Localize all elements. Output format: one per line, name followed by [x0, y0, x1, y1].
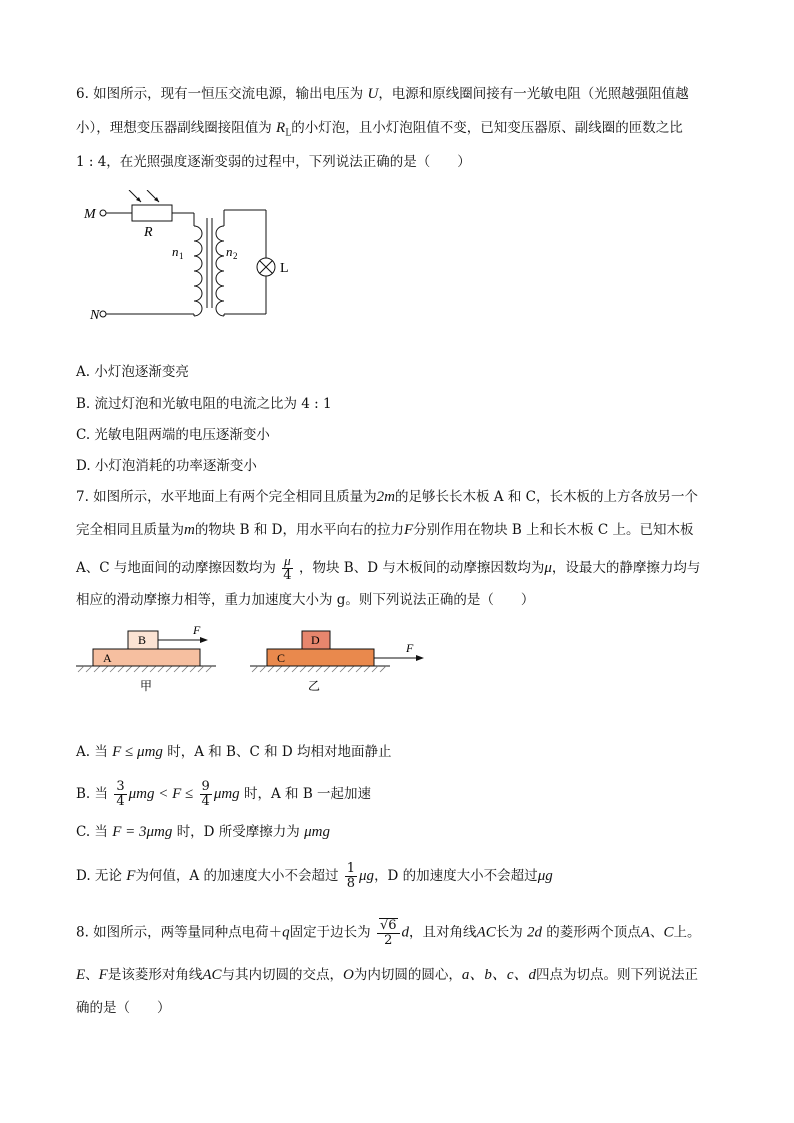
terminal-M-label: M — [84, 207, 96, 222]
q6-line-1: 6. 如图所示，现有一恒压交流电源，输出电压为 U，电源和原线圈间接有一光敏电阻（光照越强阻值越 — [76, 86, 689, 102]
svg-text:n: n — [172, 244, 179, 259]
resistor-R-label: R — [144, 225, 153, 240]
primary-coil — [194, 226, 202, 316]
svg-text:乙: 乙 — [308, 679, 321, 693]
q7-line-4: 相应的滑动摩擦力相等，重力加速度大小为 g。则下列说法正确的是（ ） — [76, 592, 535, 608]
svg-text:A: A — [103, 651, 112, 665]
q8-line-1: 8. 如图所示，两等量同种点电荷＋q固定于边长为 $\frac{√6}{2}$ d，且对角线AC长为 2d 的菱形两个顶点A、C上。 — [76, 918, 701, 948]
svg-text:D: D — [311, 633, 320, 647]
svg-text:C: C — [277, 651, 286, 665]
q6-line-2: 小），理想变压器副线圈接阻值为 $R_L$的小灯泡，且小灯泡阻值不变，已知变压器原、副线圈的匝数之比 — [76, 120, 683, 139]
q7-option-B: B. 当 $\frac{3}{4}$ μmg < F ≤ $\frac{9}{4}$ μmg 时，A 和 B 一起加速 — [76, 779, 372, 809]
q6-line-3: 1 : 4，在光照强度逐渐变弱的过程中，下列说法正确的是（ ） — [76, 154, 471, 170]
lamp-L-label: L — [280, 261, 289, 276]
svg-text:甲: 甲 — [140, 679, 153, 693]
q8-line-3: 确的是（ ） — [76, 1000, 171, 1016]
q8-line-2: E、F是该菱形对角线AC与其内切圆的交点，O为内切圆的圆心，a、b、c、d四点为切点。则下列说法正 — [76, 967, 699, 983]
q7-blocks-figure — [76, 622, 436, 698]
q7-line-3: A、C 与地面间的动摩擦因数均为 $\frac{\mu}{4}$ ，物块 B、D 与木板间的动摩擦因数均为μ，设最大的静摩擦力均与 — [76, 553, 701, 583]
photoresistor-R — [132, 205, 172, 221]
q7-option-A: A. 当 F ≤ μmg 时，A 和 B、C 和 D 均相对地面静止 — [76, 744, 392, 760]
q6-circuit-figure — [76, 190, 316, 330]
q6-option-C: C. 光敏电阻两端的电压逐渐变小 — [76, 427, 270, 443]
q6-option-D: D. 小灯泡消耗的功率逐渐变小 — [76, 458, 257, 474]
terminal-M — [100, 210, 106, 216]
secondary-coil — [216, 226, 224, 316]
terminal-N-label: N — [90, 308, 100, 323]
terminal-N — [100, 311, 106, 317]
q6-option-A: A. 小灯泡逐渐变亮 — [76, 364, 189, 380]
svg-text:2: 2 — [233, 251, 238, 261]
q7-option-C: C. 当 F = 3μmg 时，D 所受摩擦力为 μmg — [76, 824, 330, 840]
svg-text:n: n — [226, 244, 233, 259]
q7-line-2: 完全相同且质量为m的物块 B 和 D，用水平向右的拉力F分别作用在物块 B 上和长木板 C 上。已知木板 — [76, 522, 694, 538]
svg-text:1: 1 — [179, 251, 184, 261]
q7-option-D: D. 无论 F为何值，A 的加速度大小不会超过 $\frac{1}{8}$ μg，D 的加速度大小不会超过μg — [76, 861, 553, 891]
svg-text:B: B — [138, 633, 147, 647]
svg-text:F: F — [193, 623, 201, 637]
q7-line-1: 7. 如图所示，水平地面上有两个完全相同且质量为2m的足够长长木板 A 和 C，长木板的上方各放另一个 — [76, 489, 698, 505]
q6-option-B: B. 流过灯泡和光敏电阻的电流之比为 4 : 1 — [76, 396, 332, 412]
svg-text:F: F — [406, 641, 414, 655]
